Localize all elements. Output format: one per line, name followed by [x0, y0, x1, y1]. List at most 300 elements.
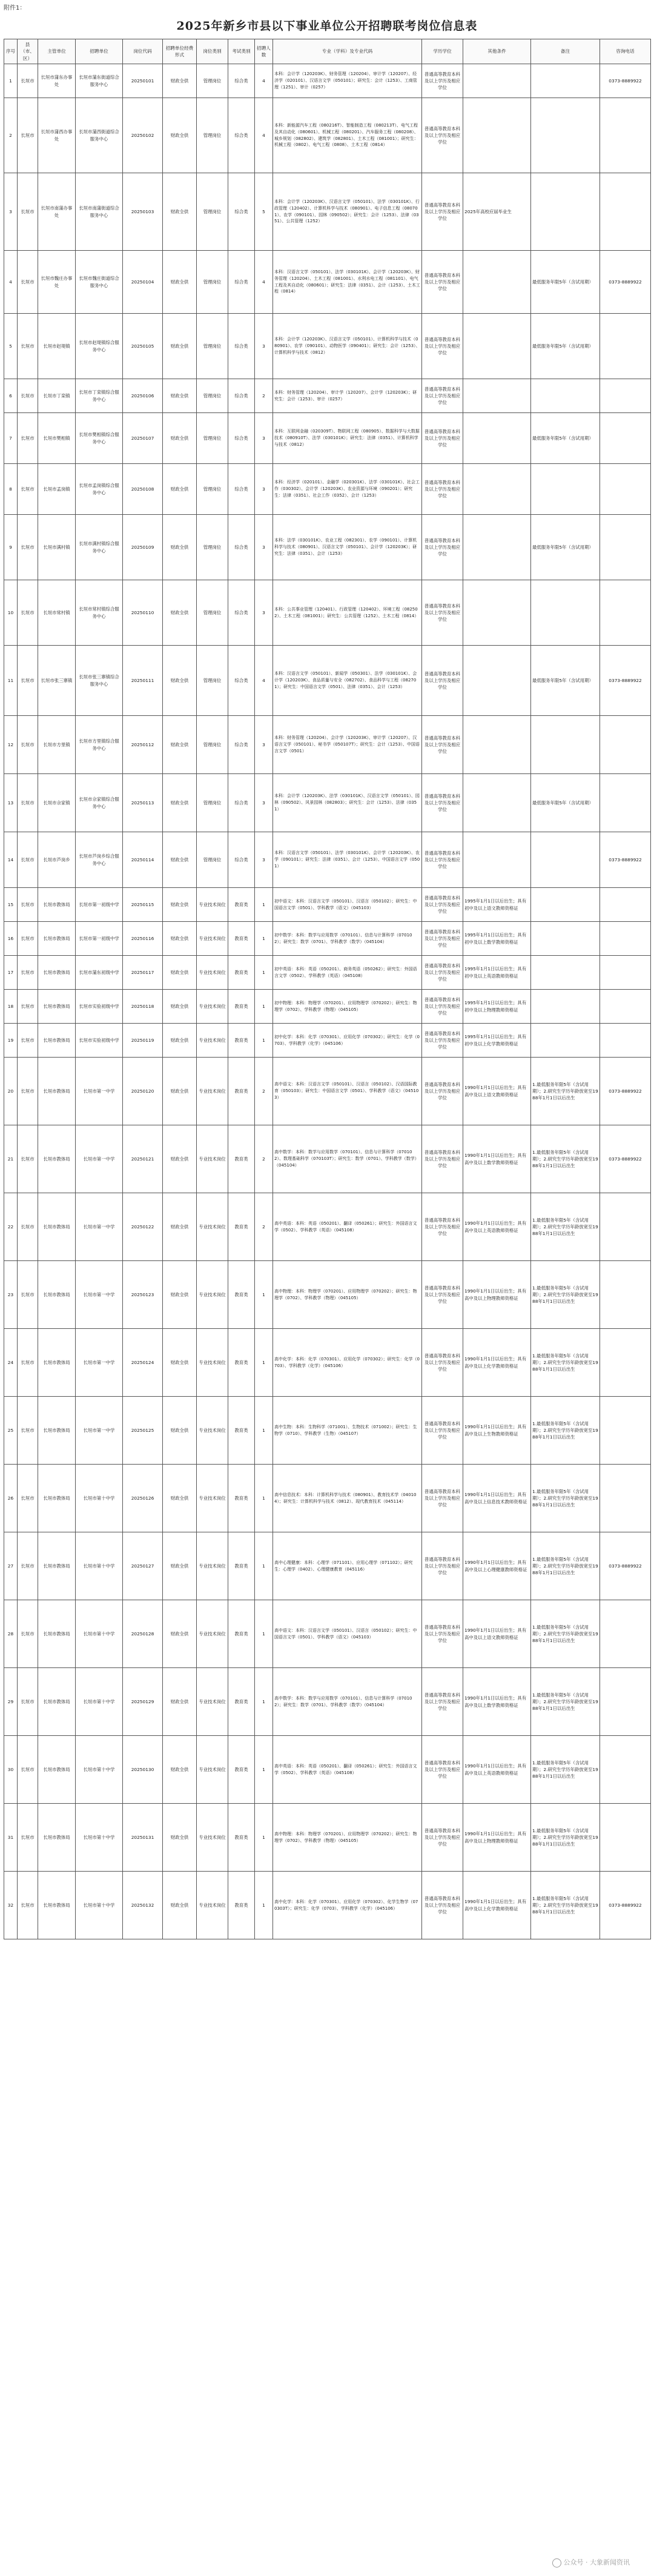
cell-exam: 教育类 — [228, 1532, 255, 1600]
cell-cat: 专业技术岗位 — [197, 1125, 228, 1193]
cell-major: 高中物理：本科：物理学（070201）、应用物理学（070202）；研究生：物理学（0702）、学科教学（物理）（045105） — [273, 1804, 422, 1872]
cell-unit: 长垣市佘家镇综合服务中心 — [76, 774, 123, 832]
cell-other — [463, 774, 531, 832]
table-row — [4, 1058, 651, 1125]
cell-county: 长垣市 — [18, 379, 38, 413]
cell-no: 23 — [4, 1261, 18, 1329]
cell-tel: 0373-8889922 — [600, 1872, 651, 1939]
cell-dept: 长垣市满村镇 — [38, 515, 76, 580]
cell-exam: 教育类 — [228, 1668, 255, 1736]
cell-no: 5 — [4, 314, 18, 379]
cell-edu: 普通高等教育本科及以上学历及相应学位 — [422, 515, 463, 580]
cell-cat: 专业技术岗位 — [197, 1532, 228, 1600]
cell-cat: 管理岗位 — [197, 832, 228, 888]
cell-fund: 财政全供 — [163, 646, 197, 716]
cell-edu: 普通高等教育本科及以上学历及相应学位 — [422, 1058, 463, 1125]
cell-num: 3 — [255, 832, 273, 888]
table-row — [4, 774, 651, 832]
header-cell: 序号 — [4, 39, 18, 64]
cell-cat: 专业技术岗位 — [197, 922, 228, 956]
cell-code: 20250112 — [123, 716, 163, 774]
cell-note — [531, 990, 600, 1024]
cell-major: 本科：汉语言文学（050101）、法学（030101K）、会计学（120203K）、农学（090101）；研究生：法律（0351）、会计（1253）、中国语言文学（0501） — [273, 832, 422, 888]
cell-fund: 财政全供 — [163, 1668, 197, 1736]
cell-tel — [600, 413, 651, 464]
cell-cat: 专业技术岗位 — [197, 1397, 228, 1465]
cell-fund: 财政全供 — [163, 1532, 197, 1600]
cell-code: 20250116 — [123, 922, 163, 956]
cell-county: 长垣市 — [18, 1668, 38, 1736]
cell-major: 高中生物：本科：生物科学（071001）、生物技术（071002）；研究生：生物学（0710）、学科教学（生物）（045107） — [273, 1397, 422, 1465]
cell-exam: 综合类 — [228, 646, 255, 716]
cell-unit: 长垣市丁栾镇综合服务中心 — [76, 379, 123, 413]
cell-county: 长垣市 — [18, 251, 38, 314]
cell-fund: 财政全供 — [163, 1872, 197, 1939]
cell-unit: 长垣市魏庄街道综合服务中心 — [76, 251, 123, 314]
cell-num: 1 — [255, 888, 273, 922]
cell-no: 10 — [4, 580, 18, 646]
cell-major: 高中数学：本科：数学与应用数学（070101）、信息与计算科学（070102）、数理基础科学（070103T）；研究生：数学（0701）、学科教学（数学）（045104） — [273, 1125, 422, 1193]
cell-edu: 普通高等教育本科及以上学历及相应学位 — [422, 580, 463, 646]
cell-cat: 专业技术岗位 — [197, 1193, 228, 1261]
cell-county: 长垣市 — [18, 1193, 38, 1261]
cell-county: 长垣市 — [18, 832, 38, 888]
cell-exam: 教育类 — [228, 1125, 255, 1193]
cell-tel — [600, 774, 651, 832]
cell-note: 1.最低服务年限5年（含试用期）；2.研究生学历年龄放宽至1988年1月1日以后出生 — [531, 1600, 600, 1668]
cell-unit: 长垣市第一中学 — [76, 1193, 123, 1261]
table-row — [4, 64, 651, 98]
cell-cat: 专业技术岗位 — [197, 1024, 228, 1058]
cell-unit: 长垣市蒲东初级中学 — [76, 956, 123, 990]
cell-county: 长垣市 — [18, 515, 38, 580]
cell-other: 1990年1月1日以后出生；具有高中及以上语文教师资格证 — [463, 1058, 531, 1125]
cell-dept: 长垣市教体局 — [38, 990, 76, 1024]
cell-major: 高中化学：本科：化学（070301）、应用化学（070302）；研究生：化学（0703）、学科教学（化学）（045106） — [273, 1329, 422, 1397]
cell-edu: 普通高等教育本科及以上学历及相应学位 — [422, 1668, 463, 1736]
cell-county: 长垣市 — [18, 1329, 38, 1397]
header-cell: 咨询电话 — [600, 39, 651, 64]
cell-major: 本科：会计学（120203K）、财务管理（120204）、审计学（120207）、经济学（020101）、汉语言文学（050101）；研究生：会计（1253）、工商管理（1251）、审计（0257） — [273, 64, 422, 98]
cell-dept: 长垣市南蒲办事处 — [38, 173, 76, 251]
cell-exam: 综合类 — [228, 314, 255, 379]
cell-cat: 专业技术岗位 — [197, 1736, 228, 1804]
cell-no: 24 — [4, 1329, 18, 1397]
cell-exam: 综合类 — [228, 832, 255, 888]
cell-dept: 长垣市教体局 — [38, 1668, 76, 1736]
cell-unit: 长垣市蒲东街道综合服务中心 — [76, 64, 123, 98]
cell-tel — [600, 716, 651, 774]
cell-unit: 长垣市第十中学 — [76, 1804, 123, 1872]
cell-unit: 长垣市第一中学 — [76, 1397, 123, 1465]
cell-major: 高中物理：本科：物理学（070201）、应用物理学（070202）；研究生：物理学（0702）、学科教学（物理）（045105） — [273, 1261, 422, 1329]
table-row — [4, 1193, 651, 1261]
cell-dept: 长垣市蒲西办事处 — [38, 98, 76, 173]
cell-edu: 普通高等教育本科及以上学历及相应学位 — [422, 832, 463, 888]
table-row — [4, 464, 651, 515]
cell-major: 初中数学：本科：数学与应用数学（070101）、信息与计算科学（070102）；研究生：数学（0701）、学科教学（数学）（045104） — [273, 922, 422, 956]
cell-major: 本科：会计学（120203K）、法学（030101K）、汉语言文学（050101）、园林（090502）、风景园林（082803）；研究生：会计（1253）、法律（0351） — [273, 774, 422, 832]
cell-code: 20250111 — [123, 646, 163, 716]
cell-num: 1 — [255, 1532, 273, 1600]
cell-exam: 教育类 — [228, 1736, 255, 1804]
cell-no: 17 — [4, 956, 18, 990]
cell-tel — [600, 1465, 651, 1532]
cell-edu: 普通高等教育本科及以上学历及相应学位 — [422, 922, 463, 956]
cell-cat: 管理岗位 — [197, 464, 228, 515]
cell-unit: 长垣市第十中学 — [76, 1872, 123, 1939]
cell-num: 1 — [255, 1024, 273, 1058]
cell-code: 20250123 — [123, 1261, 163, 1329]
cell-num: 3 — [255, 716, 273, 774]
header-cell: 招聘单位 — [76, 39, 123, 64]
cell-num: 1 — [255, 956, 273, 990]
cell-dept: 长垣市教体局 — [38, 1397, 76, 1465]
cell-edu: 普通高等教育本科及以上学历及相应学位 — [422, 1397, 463, 1465]
cell-edu: 普通高等教育本科及以上学历及相应学位 — [422, 1125, 463, 1193]
cell-note — [531, 98, 600, 173]
cell-county: 长垣市 — [18, 922, 38, 956]
cell-code: 20250129 — [123, 1668, 163, 1736]
cell-dept: 长垣市孟岗镇 — [38, 464, 76, 515]
cell-note: 1.最低服务年限5年（含试用期）；2.研究生学历年龄放宽至1988年1月1日以后出生 — [531, 1261, 600, 1329]
table-row — [4, 1736, 651, 1804]
cell-fund: 财政全供 — [163, 1193, 197, 1261]
cell-dept: 长垣市教体局 — [38, 1465, 76, 1532]
cell-cat: 专业技术岗位 — [197, 990, 228, 1024]
cell-unit: 长垣市第十中学 — [76, 1532, 123, 1600]
cell-code: 20250103 — [123, 173, 163, 251]
cell-county: 长垣市 — [18, 1465, 38, 1532]
wechat-icon — [552, 2558, 561, 2568]
cell-tel — [600, 515, 651, 580]
cell-edu: 普通高等教育本科及以上学历及相应学位 — [422, 464, 463, 515]
cell-tel — [600, 1024, 651, 1058]
cell-other — [463, 646, 531, 716]
cell-num: 3 — [255, 774, 273, 832]
cell-no: 12 — [4, 716, 18, 774]
cell-no: 1 — [4, 64, 18, 98]
cell-dept: 长垣市教体局 — [38, 1058, 76, 1125]
cell-num: 2 — [255, 379, 273, 413]
cell-major: 初中物理：本科：物理学（070201）、应用物理学（070202）；研究生：物理学（0702）、学科教学（物理）（045105） — [273, 990, 422, 1024]
cell-edu: 普通高等教育本科及以上学历及相应学位 — [422, 646, 463, 716]
cell-fund: 财政全供 — [163, 580, 197, 646]
cell-county: 长垣市 — [18, 64, 38, 98]
cell-num: 1 — [255, 990, 273, 1024]
cell-dept: 长垣市教体局 — [38, 1600, 76, 1668]
table-row — [4, 413, 651, 464]
cell-tel — [600, 956, 651, 990]
cell-cat: 专业技术岗位 — [197, 1600, 228, 1668]
cell-exam: 综合类 — [228, 716, 255, 774]
table-row — [4, 1804, 651, 1872]
cell-exam: 教育类 — [228, 1329, 255, 1397]
cell-no: 27 — [4, 1532, 18, 1600]
cell-tel — [600, 1668, 651, 1736]
cell-no: 6 — [4, 379, 18, 413]
cell-county: 长垣市 — [18, 888, 38, 922]
cell-num: 1 — [255, 1261, 273, 1329]
cell-major: 本科：法学（030101K）、农业工程（082301）、农学（090101）、计算机科学与技术（080901）、汉语言文学（050101）、会计学（120203K）；研究生：法律（0351）、会计（1253） — [273, 515, 422, 580]
cell-exam: 综合类 — [228, 379, 255, 413]
cell-code: 20250104 — [123, 251, 163, 314]
cell-num: 1 — [255, 1465, 273, 1532]
table-row — [4, 1024, 651, 1058]
cell-edu: 普通高等教育本科及以上学历及相应学位 — [422, 956, 463, 990]
table-row — [4, 716, 651, 774]
cell-cat: 管理岗位 — [197, 716, 228, 774]
cell-note: 最低服务年限5年（含试用期） — [531, 774, 600, 832]
table-row — [4, 922, 651, 956]
cell-unit: 长垣市第一初级中学 — [76, 888, 123, 922]
cell-code: 20250110 — [123, 580, 163, 646]
cell-unit: 长垣市第一中学 — [76, 1261, 123, 1329]
cell-fund: 财政全供 — [163, 64, 197, 98]
cell-code: 20250115 — [123, 888, 163, 922]
cell-note — [531, 379, 600, 413]
cell-note: 1.最低服务年限5年（含试用期）；2.研究生学历年龄放宽至1988年1月1日以后出生 — [531, 1736, 600, 1804]
cell-county: 长垣市 — [18, 1058, 38, 1125]
cell-no: 21 — [4, 1125, 18, 1193]
cell-num: 2 — [255, 1058, 273, 1125]
cell-note: 最低服务年限5年（含试用期） — [531, 314, 600, 379]
cell-other: 1995年1月1日以后出生；具有初中及以上语文教师资格证 — [463, 888, 531, 922]
cell-fund: 财政全供 — [163, 716, 197, 774]
cell-major: 本科：财务管理（120204）、会计学（120203K）、审计学（120207）、汉语言文学（050101）、秘书学（050107T）；研究生：会计（1253）、中国语言文学（0501） — [273, 716, 422, 774]
cell-note — [531, 580, 600, 646]
cell-unit: 长垣市第十中学 — [76, 1668, 123, 1736]
cell-major: 本科：新能源汽车工程（080216T）、智能制造工程（080213T）、电气工程及其自动化（080601）、机械工程（080201）、汽车服务工程（080208）、城乡规划（082802）、建筑学（082801）、土木工程（081001）；研究生：机械工程（0802）、电气工程（0808）、土木工程（0814） — [273, 98, 422, 173]
cell-no: 9 — [4, 515, 18, 580]
cell-unit: 长垣市第一中学 — [76, 1329, 123, 1397]
cell-dept: 长垣市教体局 — [38, 1193, 76, 1261]
table-row — [4, 1600, 651, 1668]
cell-dept: 长垣市张三寨镇 — [38, 646, 76, 716]
cell-num: 1 — [255, 1736, 273, 1804]
cell-num: 1 — [255, 1804, 273, 1872]
cell-other: 1990年1月1日以后出生；具有高中及以上心理健康教师资格证 — [463, 1532, 531, 1600]
cell-unit: 长垣市赵堤镇综合服务中心 — [76, 314, 123, 379]
cell-no: 19 — [4, 1024, 18, 1058]
cell-no: 2 — [4, 98, 18, 173]
cell-county: 长垣市 — [18, 580, 38, 646]
cell-tel — [600, 1736, 651, 1804]
cell-num: 1 — [255, 922, 273, 956]
cell-tel — [600, 990, 651, 1024]
cell-fund: 财政全供 — [163, 173, 197, 251]
cell-edu: 普通高等教育本科及以上学历及相应学位 — [422, 98, 463, 173]
table-body — [4, 64, 651, 1939]
cell-dept: 长垣市教体局 — [38, 1329, 76, 1397]
cell-tel — [600, 1397, 651, 1465]
cell-note: 1.最低服务年限5年（含试用期）；2.研究生学历年龄放宽至1988年1月1日以后出生 — [531, 1668, 600, 1736]
cell-tel: 0373-8889922 — [600, 646, 651, 716]
cell-no: 14 — [4, 832, 18, 888]
cell-code: 20250121 — [123, 1125, 163, 1193]
cell-code: 20250106 — [123, 379, 163, 413]
cell-unit: 长垣市第十中学 — [76, 1736, 123, 1804]
header-cell: 县（市、区） — [18, 39, 38, 64]
table-row — [4, 1125, 651, 1193]
cell-cat: 专业技术岗位 — [197, 1872, 228, 1939]
cell-unit: 长垣市常村镇综合服务中心 — [76, 580, 123, 646]
cell-fund: 财政全供 — [163, 832, 197, 888]
cell-major: 本科：财务管理（120204）、审计学（120207）、会计学（120203K）；研究生：会计（1253）、审计（0257） — [273, 379, 422, 413]
cell-no: 25 — [4, 1397, 18, 1465]
cell-county: 长垣市 — [18, 1532, 38, 1600]
cell-note — [531, 888, 600, 922]
cell-note — [531, 464, 600, 515]
cell-exam: 教育类 — [228, 922, 255, 956]
cell-code: 20250127 — [123, 1532, 163, 1600]
cell-exam: 综合类 — [228, 98, 255, 173]
cell-num: 4 — [255, 64, 273, 98]
cell-cat: 管理岗位 — [197, 413, 228, 464]
cell-dept: 长垣市魏庄办事处 — [38, 251, 76, 314]
cell-code: 20250117 — [123, 956, 163, 990]
cell-other: 1990年1月1日以后出生；具有高中及以上语文教师资格证 — [463, 1600, 531, 1668]
cell-unit: 长垣市第一中学 — [76, 1058, 123, 1125]
cell-other — [463, 515, 531, 580]
cell-major: 本科：会计学（120203K）、汉语言文学（050101）、法学（030101K）、行政管理（120402）、计算机科学与技术（080901）、电子信息工程（080701）、农学（090101）、园林（090502）；研究生：会计（1253）、法律（0351）、公共管理（1252） — [273, 173, 422, 251]
cell-edu: 普通高等教育本科及以上学历及相应学位 — [422, 314, 463, 379]
cell-other — [463, 314, 531, 379]
cell-num: 1 — [255, 1600, 273, 1668]
cell-unit: 长垣市南蒲街道综合服务中心 — [76, 173, 123, 251]
cell-tel — [600, 464, 651, 515]
cell-note: 最低服务年限5年（含试用期） — [531, 515, 600, 580]
cell-unit: 长垣市实验初级中学 — [76, 990, 123, 1024]
cell-exam: 教育类 — [228, 956, 255, 990]
cell-county: 长垣市 — [18, 956, 38, 990]
table-row — [4, 1532, 651, 1600]
cell-no: 11 — [4, 646, 18, 716]
cell-edu: 普通高等教育本科及以上学历及相应学位 — [422, 1193, 463, 1261]
cell-no: 31 — [4, 1804, 18, 1872]
cell-fund: 财政全供 — [163, 990, 197, 1024]
cell-tel: 0373-8889922 — [600, 251, 651, 314]
header-cell: 考试类别 — [228, 39, 255, 64]
cell-cat: 专业技术岗位 — [197, 1261, 228, 1329]
cell-dept: 长垣市佘家镇 — [38, 774, 76, 832]
cell-no: 22 — [4, 1193, 18, 1261]
cell-exam: 教育类 — [228, 888, 255, 922]
cell-dept: 长垣市丁栾镇 — [38, 379, 76, 413]
cell-num: 3 — [255, 515, 273, 580]
table-row — [4, 832, 651, 888]
cell-exam: 综合类 — [228, 774, 255, 832]
table-row — [4, 98, 651, 173]
cell-fund: 财政全供 — [163, 1397, 197, 1465]
header-cell: 招聘单位经费形式 — [163, 39, 197, 64]
cell-dept: 长垣市教体局 — [38, 888, 76, 922]
table-row — [4, 314, 651, 379]
cell-dept: 长垣市方里镇 — [38, 716, 76, 774]
cell-num: 1 — [255, 1397, 273, 1465]
cell-county: 长垣市 — [18, 1024, 38, 1058]
cell-cat: 专业技术岗位 — [197, 1668, 228, 1736]
cell-county: 长垣市 — [18, 173, 38, 251]
cell-fund: 财政全供 — [163, 464, 197, 515]
cell-edu: 普通高等教育本科及以上学历及相应学位 — [422, 888, 463, 922]
table-row — [4, 1668, 651, 1736]
cell-num: 4 — [255, 98, 273, 173]
cell-num: 3 — [255, 580, 273, 646]
cell-edu: 普通高等教育本科及以上学历及相应学位 — [422, 1024, 463, 1058]
cell-num: 1 — [255, 1329, 273, 1397]
cell-code: 20250101 — [123, 64, 163, 98]
cell-exam: 综合类 — [228, 413, 255, 464]
cell-no: 18 — [4, 990, 18, 1024]
cell-unit: 长垣市樊相镇综合服务中心 — [76, 413, 123, 464]
cell-note — [531, 1024, 600, 1058]
cell-note: 最低服务年限5年（含试用期） — [531, 413, 600, 464]
header-cell: 招聘人数 — [255, 39, 273, 64]
cell-major: 本科：互联网金融（020309T）、物联网工程（080905）、数据科学与大数据技术（080910T）、法学（030101K）；研究生：法律（0351）、计算机科学与技术（0812） — [273, 413, 422, 464]
cell-dept: 长垣市樊相镇 — [38, 413, 76, 464]
cell-note: 1.最低服务年限5年（含试用期）；2.研究生学历年龄放宽至1988年1月1日以后出生 — [531, 1125, 600, 1193]
cell-tel — [600, 1261, 651, 1329]
cell-note — [531, 64, 600, 98]
table-row — [4, 379, 651, 413]
cell-exam: 综合类 — [228, 515, 255, 580]
cell-fund: 财政全供 — [163, 251, 197, 314]
cell-county: 长垣市 — [18, 716, 38, 774]
cell-fund: 财政全供 — [163, 922, 197, 956]
cell-dept: 长垣市教体局 — [38, 1125, 76, 1193]
cell-note: 1.最低服务年限5年（含试用期）；2.研究生学历年龄放宽至1988年1月1日以后出生 — [531, 1532, 600, 1600]
cell-tel — [600, 1329, 651, 1397]
cell-code: 20250113 — [123, 774, 163, 832]
cell-tel — [600, 173, 651, 251]
cell-tel — [600, 314, 651, 379]
cell-major: 初中英语：本科：英语（050201）、商务英语（050262）；研究生：外国语言文学（0502）、学科教学（英语）（045108） — [273, 956, 422, 990]
cell-major: 高中心理健康：本科：心理学（071101）、应用心理学（071102）；研究生：心理学（0402）、心理健康教育（045116） — [273, 1532, 422, 1600]
cell-fund: 财政全供 — [163, 1804, 197, 1872]
cell-cat: 管理岗位 — [197, 173, 228, 251]
cell-code: 20250108 — [123, 464, 163, 515]
cell-no: 15 — [4, 888, 18, 922]
cell-fund: 财政全供 — [163, 1329, 197, 1397]
cell-major: 高中英语：本科：英语（050201）、翻译（050261）；研究生：外国语言文学（0502）、学科教学（英语）（045108） — [273, 1193, 422, 1261]
cell-other — [463, 716, 531, 774]
cell-unit: 长垣市孟岗镇综合服务中心 — [76, 464, 123, 515]
cell-note: 1.最低服务年限5年（含试用期）；2.研究生学历年龄放宽至1988年1月1日以后出生 — [531, 1804, 600, 1872]
table-row — [4, 515, 651, 580]
cell-unit: 长垣市芦岗乡综合服务中心 — [76, 832, 123, 888]
cell-county: 长垣市 — [18, 774, 38, 832]
cell-exam: 教育类 — [228, 1600, 255, 1668]
cell-no: 8 — [4, 464, 18, 515]
cell-no: 7 — [4, 413, 18, 464]
cell-tel — [600, 1193, 651, 1261]
cell-major: 本科：汉语言文学（050101）、新闻学（050301）、法学（030101K）、会计学（120203K）、食品质量与安全（082702）、食品科学与工程（082701）；研究生：中国语言文学（0501）、法律（0351）、会计（1253） — [273, 646, 422, 716]
cell-tel: 0373-8889922 — [600, 1058, 651, 1125]
cell-code: 20250122 — [123, 1193, 163, 1261]
watermark: 公众号 · 大象新闻资讯 — [552, 2557, 630, 2568]
cell-major: 本科：经济学（020101）、金融学（020301K）、法学（030101K）、社会工作（030302）、会计学（120203K）、农业资源与环境（090201）；研究生：法律（0351）、社会工作（0352）、会计（1253） — [273, 464, 422, 515]
cell-code: 20250107 — [123, 413, 163, 464]
cell-dept: 长垣市教体局 — [38, 1736, 76, 1804]
cell-other: 1990年1月1日以后出生；具有高中及以上数学教师资格证 — [463, 1668, 531, 1736]
cell-unit: 长垣市满村镇综合服务中心 — [76, 515, 123, 580]
cell-tel — [600, 98, 651, 173]
cell-no: 3 — [4, 173, 18, 251]
cell-dept: 长垣市芦岗乡 — [38, 832, 76, 888]
page-title: 2025年新乡市县以下事业单位公开招聘联考岗位信息表 — [176, 19, 478, 33]
cell-other — [463, 464, 531, 515]
